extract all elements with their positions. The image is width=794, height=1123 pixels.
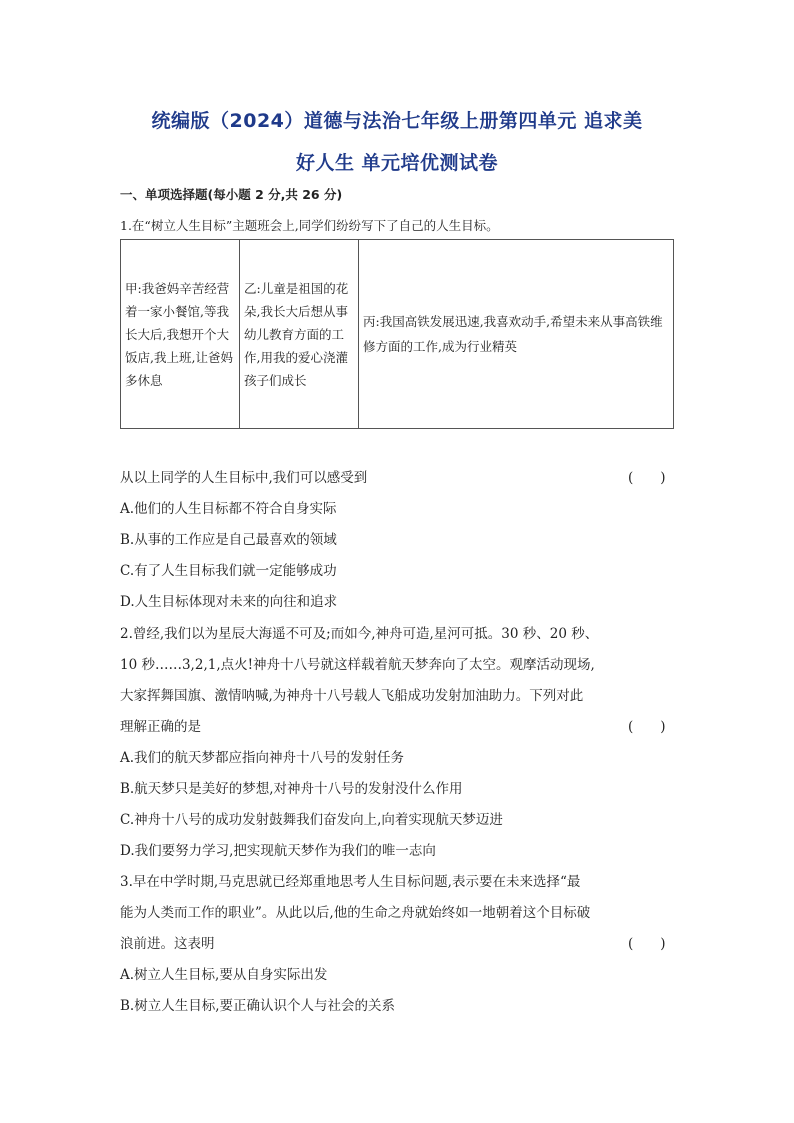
q3-stem-line-1: 3.早在中学时期,马克思就已经郑重地思考人生目标问题,表示要在未来选择“最 — [120, 874, 581, 890]
q2-option-d: D.我们要努力学习,把实现航天梦作为我们的唯一志向 — [120, 843, 436, 859]
q2-option-c: C.神舟十八号的成功发射鼓舞我们奋发向上,向着实现航天梦迈进 — [120, 812, 503, 828]
q2-stem-line-3: 大家挥舞国旗、激情呐喊,为神舟十八号载人飞船成功发射加油助力。下列对此 — [120, 688, 584, 704]
opinion-yi: 乙:儿童是祖国的花朵,我长大后想从事幼儿教育方面的工作,用我的爱心浇灌孩子们成长 — [240, 240, 359, 429]
opinion-bing: 丙:我国高铁发展迅速,我喜欢动手,希望未来从事高铁维修方面的工作,成为行业精英 — [359, 240, 674, 429]
q1-question: 从以上同学的人生目标中,我们可以感受到 — [120, 470, 368, 486]
q2-stem-line-1: 2.曾经,我们以为星辰大海遥不可及;而如今,神舟可造,星河可抵。30 秒、20 秒、 — [120, 626, 599, 642]
q2-answer-bracket: ( ) — [628, 719, 666, 735]
q3-answer-bracket: ( ) — [628, 936, 666, 952]
q3-option-a: A.树立人生目标,要从自身实际出发 — [120, 967, 328, 983]
q1-option-a: A.他们的人生目标都不符合自身实际 — [120, 501, 337, 517]
table-row — [121, 240, 674, 429]
q1-option-c: C.有了人生目标我们就一定能够成功 — [120, 563, 337, 579]
opinion-jia: 甲:我爸妈辛苦经营着一家小餐馆,等我长大后,我想开个大饭店,我上班,让爸妈多休息 — [121, 240, 240, 429]
q1-stem: 1.在“树立人生目标”主题班会上,同学们纷纷写下了自己的人生目标。 — [120, 218, 499, 233]
q3-stem-line-3: 浪前进。这表明 — [120, 936, 215, 952]
q3-option-b: B.树立人生目标,要正确认识个人与社会的关系 — [120, 998, 396, 1014]
q2-option-b: B.航天梦只是美好的梦想,对神舟十八号的发射没什么作用 — [120, 781, 463, 797]
q1-option-b: B.从事的工作应是自己最喜欢的领域 — [120, 532, 337, 548]
q2-stem-line-2: 10 秒……3,2,1,点火!神舟十八号就这样载着航天梦奔向了太空。观摩活动现场, — [120, 657, 595, 673]
section-heading: 一、单项选择题(每小题 2 分,共 26 分) — [120, 187, 343, 202]
exam-title-line-1: 统编版（2024）道德与法治七年级上册第四单元 追求美 — [151, 110, 643, 132]
q1-answer-bracket: ( ) — [628, 470, 666, 486]
q2-stem-line-4: 理解正确的是 — [120, 719, 201, 735]
q1-opinion-table — [120, 239, 674, 429]
q2-option-a: A.我们的航天梦都应指向神舟十八号的发射任务 — [120, 750, 405, 766]
q3-stem-line-2: 能为人类而工作的职业”。从此以后,他的生命之舟就始终如一地朝着这个目标破 — [120, 905, 591, 921]
q1-option-d: D.人生目标体现对未来的向往和追求 — [120, 594, 338, 610]
exam-title-line-2: 好人生 单元培优测试卷 — [295, 152, 499, 174]
